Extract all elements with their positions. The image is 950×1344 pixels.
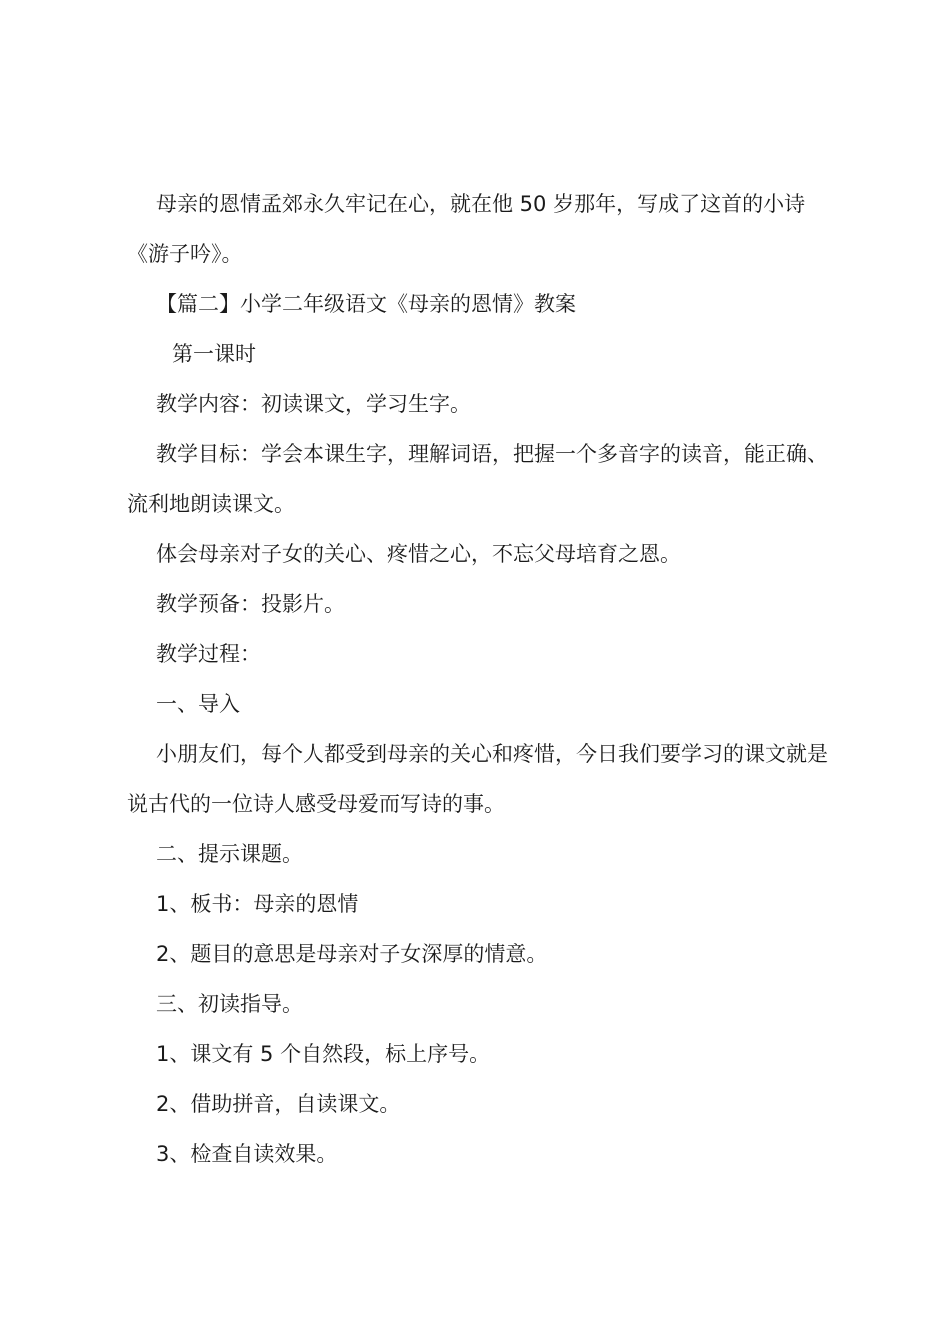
teaching-goal: 教学目标：学会本课生字，理解词语，把握一个多音字的读音，能正确、流利地朗读课文。 xyxy=(127,442,828,516)
topic-item-2: 2、题目的意思是母亲对子女深厚的情意。 xyxy=(156,942,548,966)
paragraph-poem-intro: 母亲的恩情孟郊永久牢记在心，就在他 50 岁那年，写成了这首的小诗《游子吟》。 xyxy=(127,192,806,266)
teaching-goal-2: 体会母亲对子女的关心、疼惜之心，不忘父母培育之恩。 xyxy=(156,542,681,566)
teaching-preparation: 教学预备：投影片。 xyxy=(156,592,345,616)
introduction-text: 小朋友们，每个人都受到母亲的关心和疼惜，今日我们要学习的课文就是说古代的一位诗人感受母爱而写诗的事。 xyxy=(127,742,828,816)
teaching-process: 教学过程： xyxy=(156,642,261,666)
section-title: 【篇二】小学二年级语文《母亲的恩情》教案 xyxy=(156,292,576,316)
step-introduction: 一、导入 xyxy=(156,692,240,716)
reading-item-1: 1、课文有 5 个自然段，标上序号。 xyxy=(156,1042,491,1066)
step-topic: 二、提示课题。 xyxy=(156,842,303,866)
reading-item-3: 3、检查自读效果。 xyxy=(156,1142,338,1166)
topic-item-1: 1、板书：母亲的恩情 xyxy=(156,892,359,916)
teaching-content: 教学内容：初读课文，学习生字。 xyxy=(156,392,471,416)
lesson-period: 第一课时 xyxy=(172,342,256,366)
document-body xyxy=(127,179,833,1179)
step-first-reading: 三、初读指导。 xyxy=(156,992,303,1016)
reading-item-2: 2、借助拼音，自读课文。 xyxy=(156,1092,401,1116)
